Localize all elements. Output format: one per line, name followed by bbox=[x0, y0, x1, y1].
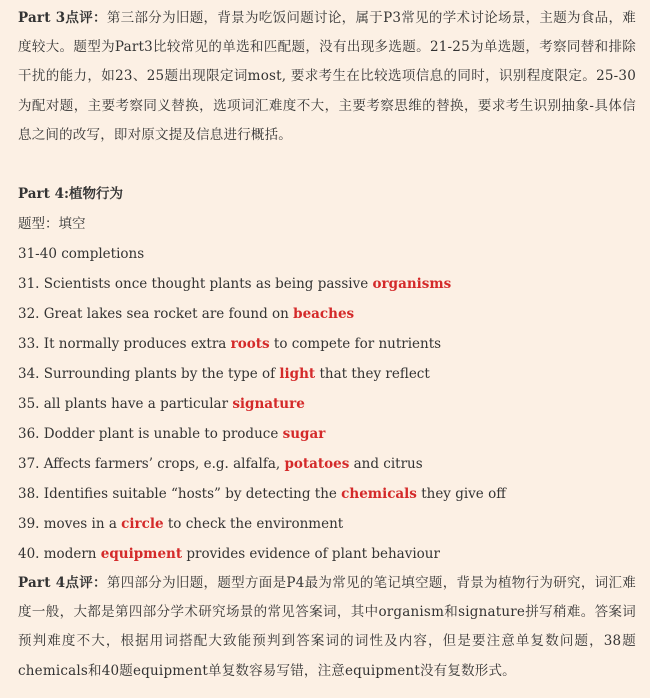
question-text: 34. Surrounding plants by the type of bbox=[18, 366, 280, 383]
part4-comment bbox=[18, 569, 636, 686]
answer-word: beaches bbox=[293, 306, 355, 323]
question-text: 31. Scientists once thought plants as being passive bbox=[18, 276, 373, 293]
answer-word: organisms bbox=[372, 276, 452, 293]
answer-word: sugar bbox=[282, 426, 326, 443]
question-text: 32. Great lakes sea rocket are found on bbox=[18, 306, 294, 323]
part4-comment-text: 第四部分为旧题，题型方面是P4最为常见的笔记填空题，背景为植物行为研究，词汇难度一般，大都是第四部分学术研究场景的常见答案词，其中organism和signature拼写稍难。答案词预判难度不大，根据用词搭配大致能预判到答案词的词性及内容，但是要注意单复数问题，38题chemicals和40题equipment单复数容易写错，注意equipment没有复数形式。 bbox=[18, 575, 636, 679]
answer-word: potatoes bbox=[284, 456, 350, 473]
question-item bbox=[18, 479, 636, 509]
answer-word: roots bbox=[230, 336, 270, 353]
answer-word: light bbox=[279, 366, 316, 383]
question-item bbox=[18, 359, 636, 389]
question-text: 36. Dodder plant is unable to produce bbox=[18, 426, 283, 443]
question-item bbox=[18, 509, 636, 539]
question-item bbox=[18, 449, 636, 479]
answer-word: circle bbox=[121, 516, 164, 533]
question-text-after: that they reflect bbox=[315, 366, 430, 383]
question-text-after: and citrus bbox=[349, 456, 423, 473]
question-text: 39. moves in a bbox=[18, 516, 122, 533]
question-text: 40. modern bbox=[18, 546, 101, 563]
question-text: 35. all plants have a particular bbox=[18, 396, 233, 413]
question-text-after: to check the environment bbox=[163, 516, 344, 533]
question-list bbox=[18, 269, 636, 569]
question-item bbox=[18, 419, 636, 449]
part4-heading: Part 4:植物行为 bbox=[18, 186, 123, 203]
question-item bbox=[18, 329, 636, 359]
question-text-after: to compete for nutrients bbox=[269, 336, 442, 353]
question-text: 38. Identifies suitable “hosts” by detecting the bbox=[18, 486, 342, 503]
question-text: 37. Affects farmers’ crops, e.g. alfalfa, bbox=[18, 456, 285, 473]
answer-word: chemicals bbox=[341, 486, 417, 503]
section-spacer bbox=[18, 150, 636, 179]
question-item bbox=[18, 269, 636, 299]
question-item bbox=[18, 539, 636, 569]
part3-comment bbox=[18, 4, 636, 150]
part4-comment-label: Part 4点评： bbox=[18, 575, 107, 592]
question-text-after: provides evidence of plant behaviour bbox=[182, 546, 440, 563]
part3-comment-text: 第三部分为旧题，背景为吃饭问题讨论，属于P3常见的学术讨论场景，主题为食品，难度较大。题型为Part3比较常见的单选和匹配题，没有出现多选题。21-25为单选题，考察同替和排除干扰的能力，如23、25题出现限定词most, 要求考生在比较选项信息的同时，识别程度限定。25-30为配对题，主要考察同义替换，选项词汇难度不大，主要考察思维的替换，要求考生识别抽象-具体信息之间的改写，即对原文提及信息进行概括。 bbox=[18, 10, 636, 143]
question-item bbox=[18, 299, 636, 329]
part3-comment-label: Part 3点评： bbox=[18, 10, 107, 26]
answer-word: signature bbox=[232, 396, 305, 413]
part4-question-type: 题型：填空 bbox=[18, 216, 86, 233]
part4-question-range: 31-40 completions bbox=[18, 246, 145, 263]
question-text-after: they give off bbox=[416, 486, 506, 503]
question-item bbox=[18, 389, 636, 419]
answer-word: equipment bbox=[100, 546, 183, 563]
question-text: 33. It normally produces extra bbox=[18, 336, 231, 353]
